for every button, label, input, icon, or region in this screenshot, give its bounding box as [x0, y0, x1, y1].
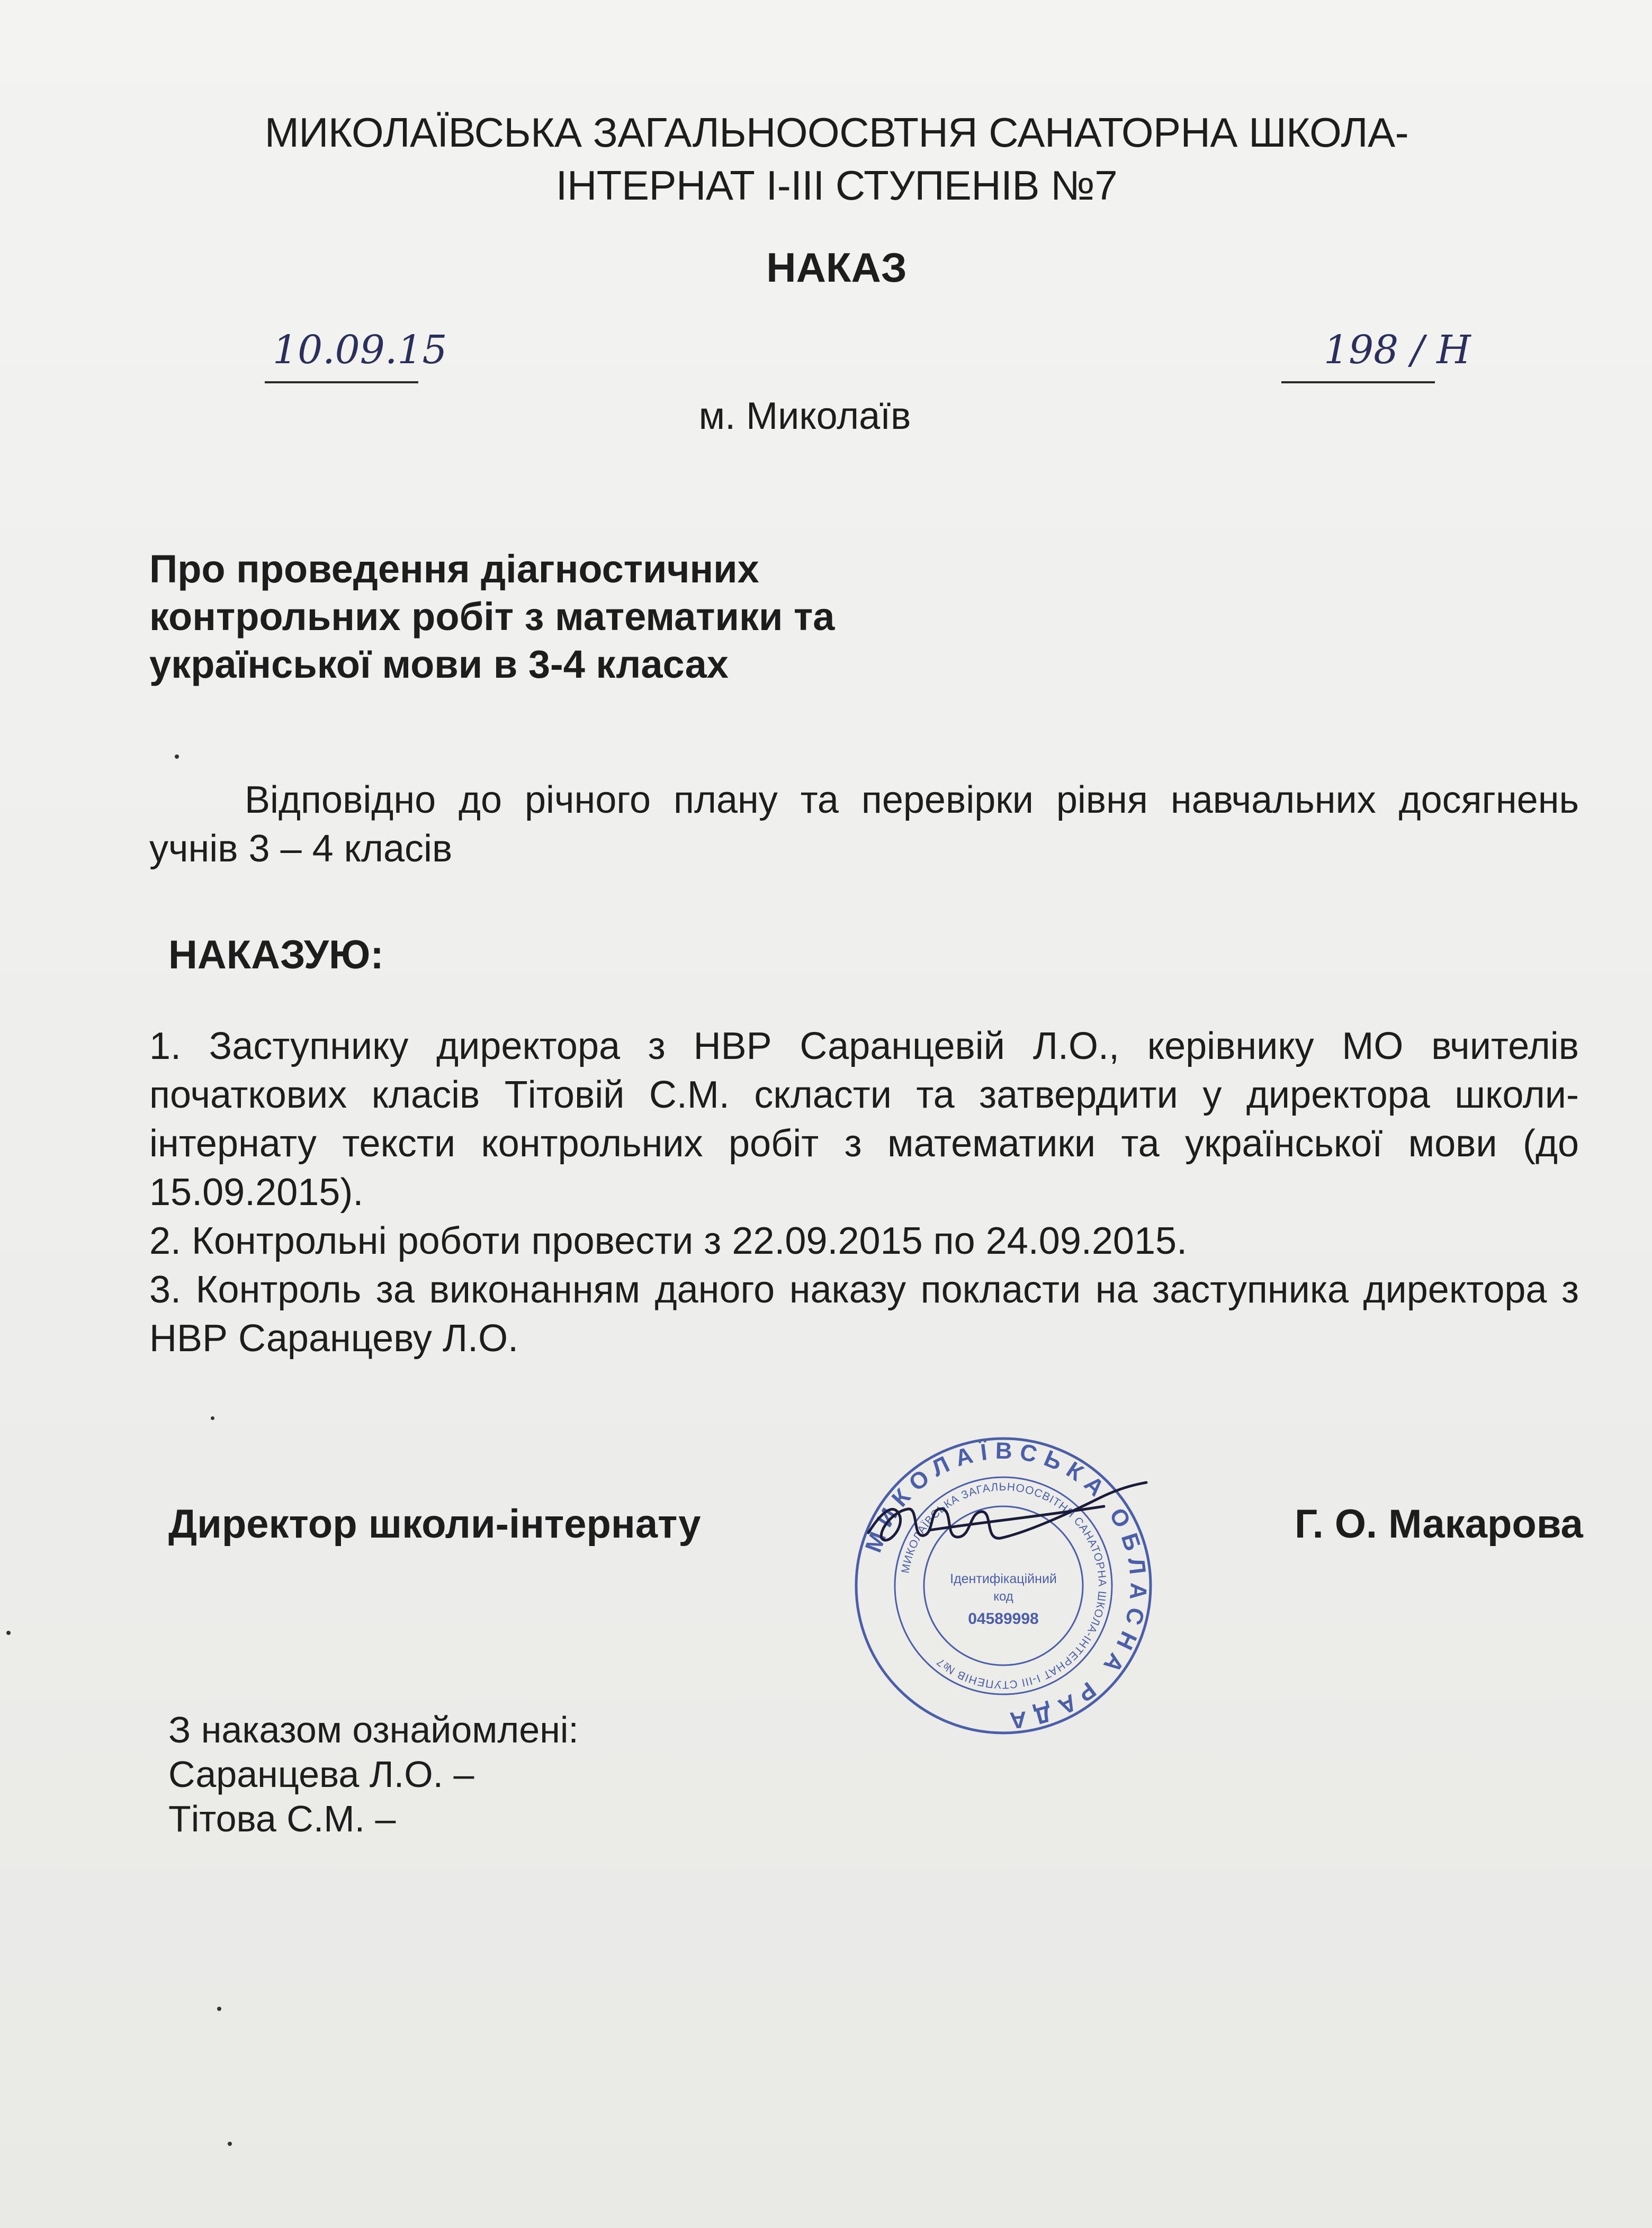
speck [217, 2007, 221, 2011]
school-name-line1: МИКОЛАЇВСЬКА ЗАГАЛЬНООСВТНЯ САНАТОРНА ШКОЛА- [264, 109, 1409, 156]
acknowledgement-person: Саранцева Л.О. – [168, 1754, 474, 1795]
signatory-name: Г. О. Макарова [1295, 1502, 1583, 1547]
seal-center-label: Ідентифікаційний [950, 1571, 1057, 1586]
date-underline [265, 381, 418, 383]
document-type-title: НАКАЗ [766, 244, 907, 291]
city-name: м. Миколаїв [698, 395, 911, 437]
order-item: 3. Контроль за виконанням даного наказу покласти на заступника директора з НВР Саранцеву Л.О. [149, 1269, 1579, 1360]
speck [175, 754, 179, 759]
order-subject [149, 545, 891, 688]
order-item: 1. Заступнику директора з НВР Саранцевій Л.О., керівнику МО вчителів початкових класів Тітовій С.М. скласти та затвердити у директора школи-інтернату тексти контрольних робіт з математики та української мови (до 15.09.2015). [149, 1025, 1579, 1214]
order-word: НАКАЗУЮ: [168, 932, 384, 977]
subject-line: контрольних робіт з математики та [149, 595, 835, 639]
seal-center-label-2: код [993, 1589, 1013, 1604]
official-seal-stamp [850, 1432, 1157, 1739]
speck [228, 2142, 232, 2146]
number-underline [1281, 381, 1435, 383]
seal-inner-text: МИКОЛАЇВСЬКА ЗАГАЛЬНООСВІТНЯ САНАТОРНА ШКОЛА-ІНТЕРНАТ І-ІІІ СТУПЕНІВ №7 [899, 1480, 1109, 1691]
seal-code: 04589998 [968, 1610, 1039, 1628]
acknowledgement-person: Тітова С.М. – [168, 1798, 396, 1839]
subject-line: української мови в 3-4 класах [149, 642, 729, 686]
speck [6, 1631, 11, 1635]
preamble-paragraph: Відповідно до річного плану та перевірки рівня навчальних досягнень учнів 3 – 4 класів [149, 779, 1579, 870]
school-name-line2: ІНТЕРНАТ І-ІІІ СТУПЕНІВ №7 [555, 162, 1118, 209]
seal-outer-text: МИКОЛАЇВСЬКА ОБЛАСНА РАДА [860, 1438, 1152, 1734]
orders-list [149, 1022, 1579, 1363]
order-item: 2. Контрольні роботи провести з 22.09.2015 по 24.09.2015. [149, 1220, 1188, 1262]
handwritten-order-number: 198 / Н [1324, 327, 1471, 373]
handwritten-date: 10.09.15 [273, 327, 447, 373]
subject-line: Про проведення діагностичних [149, 547, 759, 591]
acknowledgement-block [168, 1708, 579, 1841]
signatory-position: Директор школи-інтернату [168, 1502, 701, 1547]
speck [211, 1416, 214, 1420]
acknowledgement-title: З наказом ознайомлені: [168, 1709, 579, 1750]
